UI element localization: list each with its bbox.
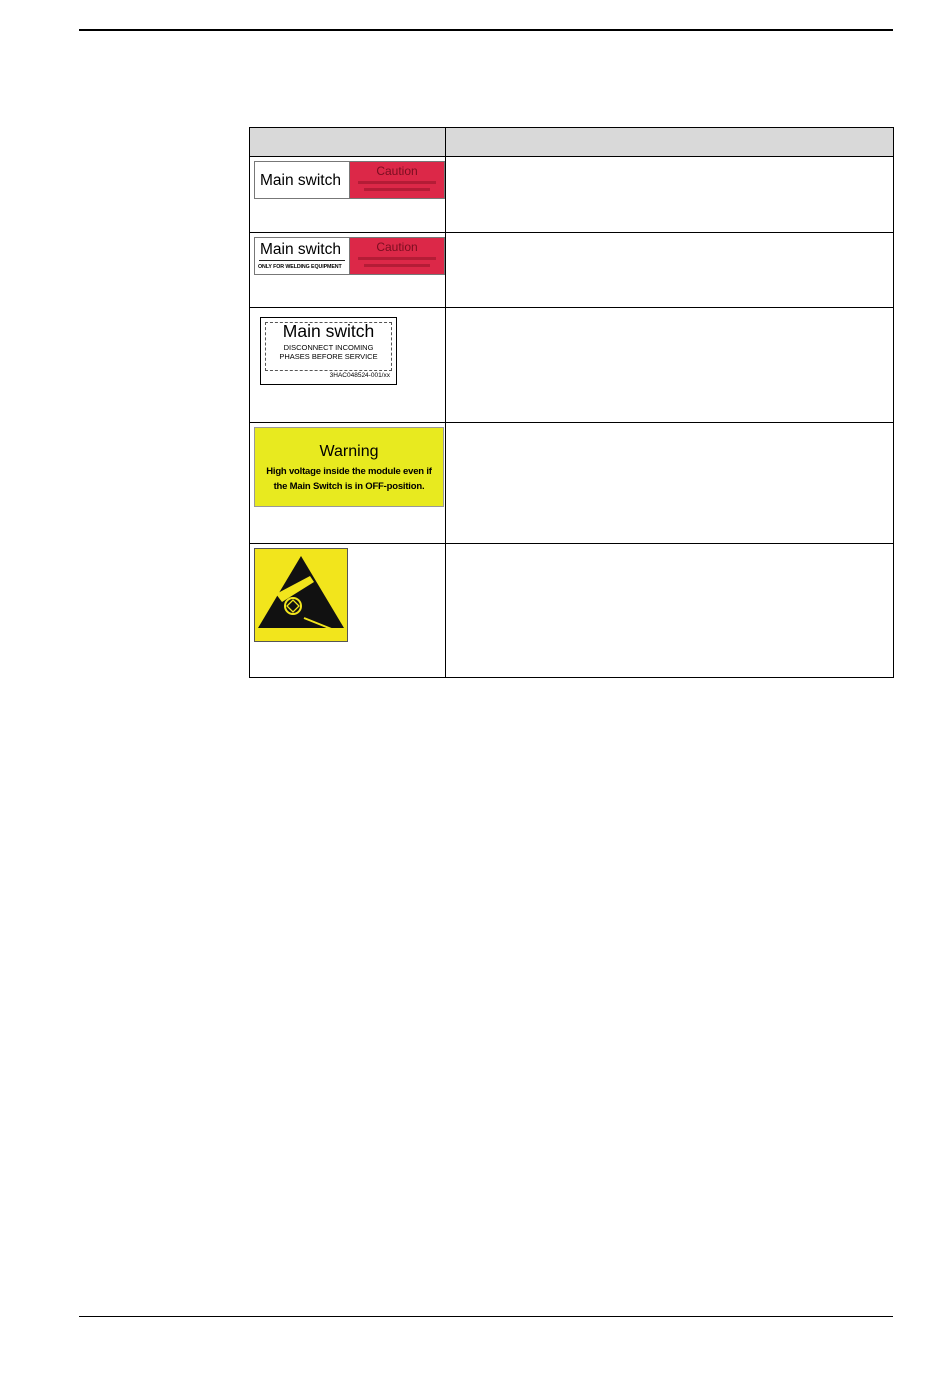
main-switch-underline [259,260,345,261]
main-switch-title: Main switch [282,321,375,341]
caution-text-line [364,264,430,267]
caution-text-line [358,181,436,184]
caution-text-line [364,188,430,191]
warning-title: Warning [319,443,379,460]
table-row [250,423,894,544]
label-table [249,127,894,678]
main-switch-text: Main switch [260,241,341,258]
description-cell [446,233,894,308]
label-cell [250,308,446,423]
footer-rule [79,1316,893,1317]
esd-warning-icon [254,548,348,642]
table-header-row [250,128,894,157]
label-cell [250,157,446,233]
caution-text-line [358,257,436,260]
disconnect-text: DISCONNECT INCOMING [283,343,374,352]
table-row [250,233,894,308]
welding-equipment-text: ONLY FOR WELDING EQUIPMENT [258,264,342,270]
description-cell [446,308,894,423]
caution-text: Caution [376,164,418,178]
header-description-column [446,128,894,157]
table-row [250,544,894,678]
main-switch-text: Main switch [260,172,341,189]
table-row [250,308,894,423]
description-cell [446,157,894,233]
table-row [250,157,894,233]
main-switch-welding-caution-label [254,237,445,275]
description-cell [446,423,894,544]
description-cell [446,544,894,678]
header-label-column [250,128,446,157]
label-part-number: 3HAC048524-001/xx [329,372,390,379]
high-voltage-warning-label [254,427,444,507]
main-switch-caution-label [254,161,445,199]
warning-text-line1: High voltage inside the module even if [266,466,432,477]
header-rule [79,29,893,31]
label-cell [250,233,446,308]
phases-text: PHASES BEFORE SERVICE [279,352,378,361]
warning-text-line2: the Main Switch is in OFF-position. [273,481,425,492]
label-cell [250,423,446,544]
main-switch-disconnect-label [260,317,397,385]
caution-text: Caution [376,240,418,254]
label-cell [250,544,446,678]
